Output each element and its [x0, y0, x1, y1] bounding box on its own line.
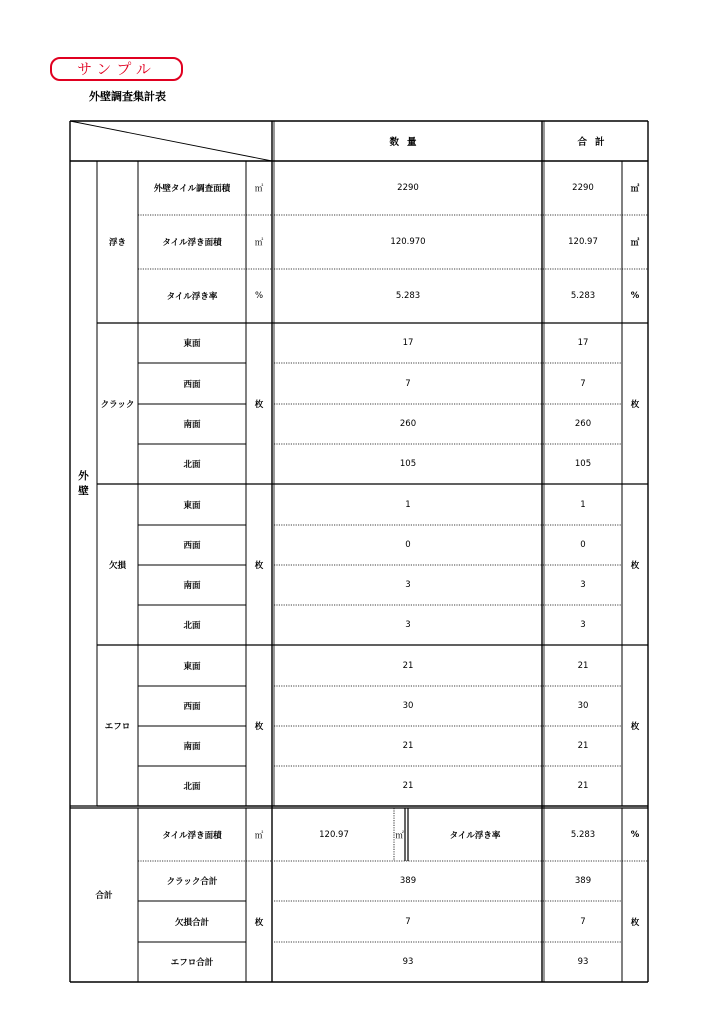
crack-total: 260	[574, 419, 592, 429]
document-title: 外壁調査集計表	[89, 90, 166, 103]
chipped-total: 3	[580, 580, 586, 590]
float-item-quantity: 5.283	[395, 291, 421, 301]
chipped-total: 0	[580, 540, 586, 550]
efflorescence-total-unit: 枚	[630, 721, 640, 732]
chipped-direction-label: 北面	[183, 621, 201, 631]
float-item-total-unit: ㎡	[630, 238, 640, 248]
crack-total: 105	[574, 459, 592, 469]
chipped-quantity: 0	[405, 540, 411, 550]
crack-quantity: 105	[399, 459, 417, 469]
summary-row-quantity: 389	[399, 876, 417, 886]
summary-label: 合計	[95, 891, 113, 901]
chipped-total: 3	[580, 620, 586, 630]
header-diagonal-line	[70, 121, 272, 161]
summary-row-label: 欠損合計	[174, 917, 209, 928]
efflorescence-total: 21	[577, 741, 589, 751]
chipped-direction-label: 西面	[183, 541, 201, 551]
efflorescence-unit: 枚	[254, 721, 264, 732]
sample-stamp: サンプル	[50, 57, 183, 81]
float-item-label: タイル浮き面積	[162, 238, 222, 248]
summary-row-total: 93	[577, 957, 589, 967]
quantity-column-header: 数量	[389, 137, 425, 148]
summary-float-rate-unit: %	[630, 829, 640, 840]
crack-total-unit: 枚	[630, 399, 640, 410]
summary-row-total: 389	[574, 876, 592, 886]
float-item-label: 外壁タイル調査面積	[153, 184, 231, 194]
efflorescence-quantity: 21	[402, 781, 414, 791]
efflorescence-total: 21	[577, 781, 589, 791]
float-item-label: タイル浮き率	[166, 292, 218, 302]
efflorescence-group-label: エフロ	[104, 721, 131, 732]
summary-float-rate-total: 5.283	[570, 829, 596, 840]
float-item-unit: ㎡	[254, 238, 264, 248]
float-item-total-unit: ㎡	[630, 184, 640, 194]
chipped-total: 1	[580, 499, 586, 510]
crack-quantity: 260	[399, 419, 417, 429]
float-item-total: 5.283	[570, 291, 596, 301]
crack-direction-label: 東面	[183, 339, 201, 349]
summary-row-total: 7	[580, 916, 586, 927]
summary-float-area-value: 120.97	[319, 829, 349, 840]
chipped-unit: 枚	[254, 560, 264, 571]
summary-float-rate-label: タイル浮き率	[449, 830, 501, 841]
efflorescence-quantity: 30	[402, 701, 414, 711]
float-item-total: 2290	[572, 183, 594, 193]
crack-total: 17	[577, 338, 589, 348]
crack-total: 7	[580, 378, 586, 389]
float-group-label: 浮き	[108, 238, 126, 248]
summary-row-quantity: 7	[405, 916, 411, 927]
chipped-quantity: 1	[405, 499, 411, 510]
efflorescence-total: 30	[577, 701, 589, 711]
chipped-quantity: 3	[405, 580, 411, 590]
summary-count-total-unit: 枚	[630, 917, 640, 928]
crack-quantity: 17	[402, 338, 414, 348]
float-item-quantity: 2290	[397, 183, 419, 193]
crack-group-label: クラック	[100, 399, 135, 410]
float-item-unit: ㎡	[254, 184, 264, 194]
chipped-direction-label: 東面	[183, 500, 201, 511]
efflorescence-total: 21	[577, 660, 589, 671]
section-label-outer-wall: 外 壁	[78, 469, 89, 497]
efflorescence-direction-label: 南面	[183, 742, 201, 752]
summary-row-label: エフロ合計	[170, 958, 214, 968]
crack-unit: 枚	[254, 399, 264, 410]
summary-float-area-value-unit: ㎡	[395, 830, 404, 841]
float-item-total-unit: %	[630, 291, 640, 301]
summary-float-area-unit: ㎡	[254, 830, 264, 841]
crack-direction-label: 南面	[183, 420, 201, 430]
efflorescence-quantity: 21	[402, 741, 414, 751]
chipped-total-unit: 枚	[630, 560, 640, 571]
summary-row-label: クラック合計	[166, 877, 218, 887]
chipped-group-label: 欠損	[108, 560, 126, 571]
summary-count-unit: 枚	[254, 917, 264, 928]
float-item-total: 120.97	[568, 237, 598, 247]
crack-quantity: 7	[405, 378, 411, 389]
chipped-quantity: 3	[405, 620, 411, 630]
float-item-unit: %	[254, 291, 264, 301]
efflorescence-direction-label: 東面	[183, 661, 201, 672]
summary-float-area-label: タイル浮き面積	[162, 830, 222, 841]
total-column-header: 合計	[577, 137, 613, 148]
efflorescence-quantity: 21	[402, 660, 414, 671]
crack-direction-label: 西面	[183, 379, 201, 390]
float-item-quantity: 120.970	[390, 237, 426, 247]
efflorescence-direction-label: 西面	[183, 702, 201, 712]
efflorescence-direction-label: 北面	[183, 782, 201, 792]
crack-direction-label: 北面	[183, 460, 201, 470]
summary-row-quantity: 93	[402, 957, 414, 967]
chipped-direction-label: 南面	[183, 581, 201, 591]
